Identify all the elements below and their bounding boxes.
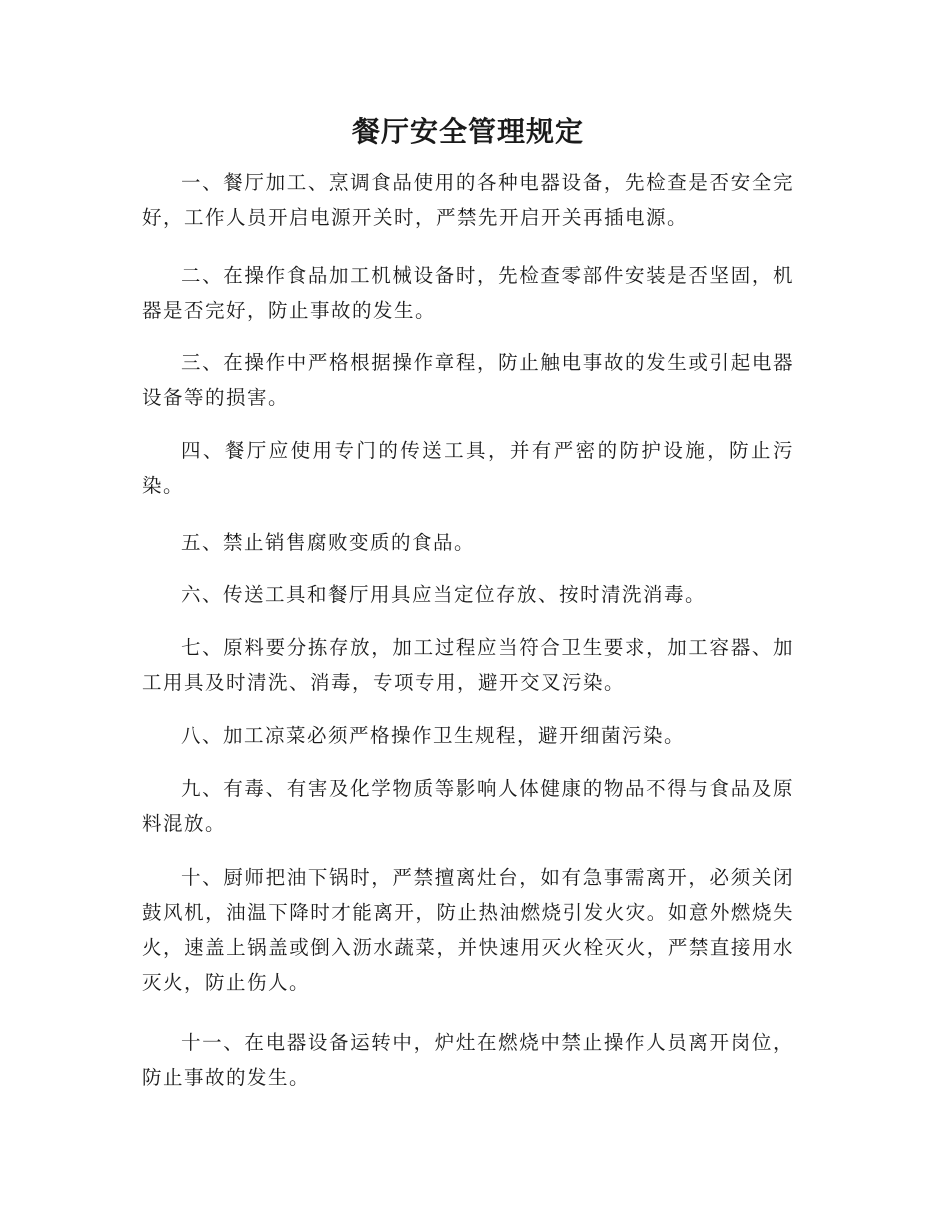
regulation-paragraph-5: 五、禁止销售腐败变质的食品。 [181, 531, 476, 554]
regulation-paragraph-1: 一、餐厅加工、烹调食品使用的各种电器设备，先检查是否安全完好，工作人员开启电源开关时，严禁先开启开关再插电源。 [142, 171, 794, 229]
regulation-paragraph-9: 九、有毒、有害及化学物质等影响人体健康的物品不得与食品及原料混放。 [142, 777, 794, 835]
regulation-paragraph-4: 四、餐厅应使用专门的传送工具，并有严密的防护设施，防止污染。 [142, 439, 794, 497]
regulation-paragraph-3: 三、在操作中严格根据操作章程，防止触电事故的发生或引起电器设备等的损害。 [142, 351, 794, 409]
regulation-paragraph-2: 二、在操作食品加工机械设备时，先检查零部件安装是否坚固，机器是否完好，防止事故的发生。 [142, 264, 794, 322]
regulation-paragraph-6: 六、传送工具和餐厅用具应当定位存放、按时清洗消毒。 [181, 583, 707, 606]
document-title: 餐厅安全管理规定 [351, 115, 584, 148]
regulation-paragraph-8: 八、加工凉菜必须严格操作卫生规程，避开细菌污染。 [181, 724, 686, 747]
regulation-paragraph-7: 七、原料要分拣存放，加工过程应当符合卫生要求，加工容器、加工用具及时清洗、消毒，专项专用，避开交叉污染。 [142, 636, 794, 694]
regulation-paragraph-11: 十一、在电器设备运转中，炉灶在燃烧中禁止操作人员离开岗位，防止事故的发生。 [142, 1031, 794, 1089]
regulation-paragraph-10: 十、厨师把油下锅时，严禁擅离灶台，如有急事需离开，必须关闭鼓风机，油温下降时才能离开，防止热油燃烧引发火灾。如意外燃烧失火，速盖上锅盖或倒入沥水蔬菜，并快速用灭火栓灭火，严禁直接用水灭火，防止伤人。 [142, 866, 794, 994]
